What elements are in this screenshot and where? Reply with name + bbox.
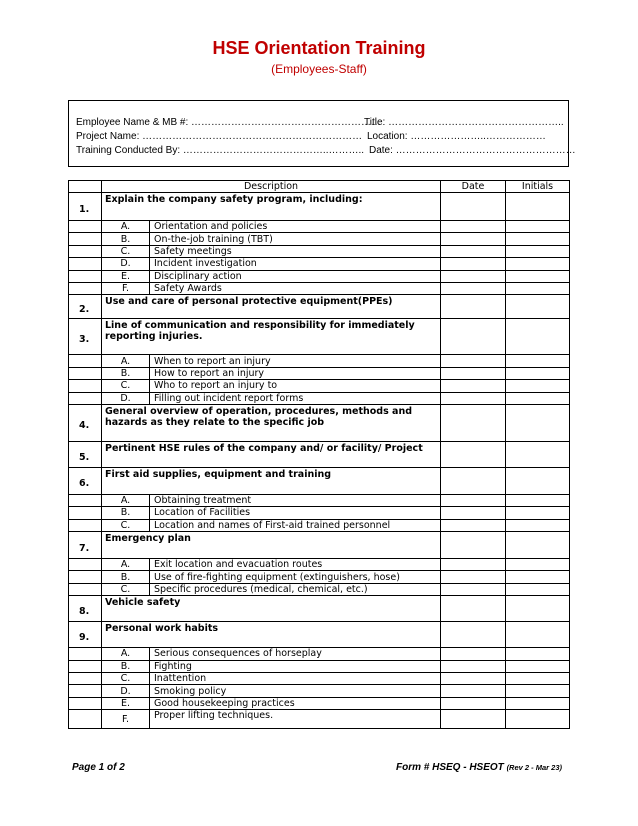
form-revision: (Rev 2 - Mar 23): [506, 763, 562, 772]
initials-cell[interactable]: [506, 282, 570, 294]
blank-cell: [69, 559, 102, 571]
blank-cell: [69, 233, 102, 245]
initials-cell[interactable]: [506, 467, 570, 494]
item-letter: C.: [102, 519, 150, 531]
item-text: Incident investigation: [150, 258, 441, 270]
section-number: 3.: [69, 319, 102, 355]
item-letter: C.: [102, 673, 150, 685]
initials-cell[interactable]: [506, 494, 570, 506]
item-row: [69, 367, 570, 379]
item-row: [69, 648, 570, 660]
section-title: Explain the company safety program, including:: [102, 193, 441, 221]
item-letter: C.: [102, 245, 150, 257]
blank-cell: [69, 245, 102, 257]
header-number-cell: [69, 181, 102, 193]
blank-cell: [69, 571, 102, 583]
initials-cell[interactable]: [506, 648, 570, 660]
section-number: 4.: [69, 404, 102, 441]
section-row: [69, 596, 570, 622]
date-cell[interactable]: [441, 710, 506, 729]
date-cell[interactable]: [441, 233, 506, 245]
section-title: Pertinent HSE rules of the company and/ or facility/ Project: [102, 441, 441, 467]
blank-cell: [69, 270, 102, 282]
section-row: [69, 319, 570, 355]
section-row: [69, 441, 570, 467]
header-initials: Initials: [506, 181, 570, 193]
item-row: [69, 221, 570, 233]
section-number: 2.: [69, 295, 102, 319]
item-letter: A.: [102, 559, 150, 571]
blank-cell: [69, 673, 102, 685]
blank-cell: [69, 697, 102, 709]
item-letter: B.: [102, 507, 150, 519]
section-title: Personal work habits: [102, 622, 441, 648]
item-letter: C.: [102, 380, 150, 392]
initials-cell[interactable]: [506, 519, 570, 531]
item-text: Proper lifting techniques.: [150, 710, 441, 729]
item-row: [69, 710, 570, 729]
initials-cell[interactable]: [506, 507, 570, 519]
header-date: Date: [441, 181, 506, 193]
section-row: [69, 467, 570, 494]
initials-cell[interactable]: [506, 233, 570, 245]
date-cell[interactable]: [441, 282, 506, 294]
employee-name-field[interactable]: Employee Name & MB #: …………………………………………………: [76, 117, 382, 128]
blank-cell: [69, 367, 102, 379]
item-row: [69, 507, 570, 519]
blank-cell: [69, 660, 102, 672]
date-cell[interactable]: [441, 392, 506, 404]
blank-cell: [69, 258, 102, 270]
document-subtitle: (Employees-Staff): [271, 62, 367, 76]
item-row: [69, 355, 570, 367]
item-text: Fighting: [150, 660, 441, 672]
section-title: Line of communication and responsibility for immediately reporting injuries.: [102, 319, 441, 355]
initials-cell[interactable]: [506, 559, 570, 571]
item-text: Inattention: [150, 673, 441, 685]
section-row: [69, 532, 570, 559]
item-text: Orientation and policies: [150, 221, 441, 233]
item-text: Smoking policy: [150, 685, 441, 697]
item-text: On-the-job training (TBT): [150, 233, 441, 245]
date-cell[interactable]: [441, 685, 506, 697]
item-letter: B.: [102, 660, 150, 672]
item-letter: E.: [102, 697, 150, 709]
date-cell[interactable]: [441, 571, 506, 583]
date-cell[interactable]: [441, 622, 506, 648]
conducted-by-field[interactable]: Training Conducted By: ……………………………………..………..: [76, 145, 365, 156]
section-title: First aid supplies, equipment and training: [102, 467, 441, 494]
item-letter: A.: [102, 355, 150, 367]
date-cell[interactable]: [441, 380, 506, 392]
item-row: [69, 380, 570, 392]
initials-cell[interactable]: [506, 441, 570, 467]
date-cell[interactable]: [441, 519, 506, 531]
section-row: [69, 295, 570, 319]
item-row: [69, 233, 570, 245]
initials-cell[interactable]: [506, 697, 570, 709]
document-title: HSE Orientation Training: [212, 38, 426, 58]
blank-cell: [69, 507, 102, 519]
initials-cell[interactable]: [506, 319, 570, 355]
item-text: Safety Awards: [150, 282, 441, 294]
initials-cell[interactable]: [506, 270, 570, 282]
section-row: [69, 622, 570, 648]
page-number: Page 1 of 2: [72, 762, 125, 773]
item-text: Safety meetings: [150, 245, 441, 257]
blank-cell: [69, 685, 102, 697]
date-cell[interactable]: [441, 295, 506, 319]
section-number: 6.: [69, 467, 102, 494]
item-letter: F.: [102, 282, 150, 294]
section-number: 7.: [69, 532, 102, 559]
item-text: Obtaining treatment: [150, 494, 441, 506]
blank-cell: [69, 583, 102, 595]
initials-cell[interactable]: [506, 245, 570, 257]
item-letter: D.: [102, 685, 150, 697]
item-row: [69, 571, 570, 583]
date-cell[interactable]: [441, 221, 506, 233]
item-letter: A.: [102, 494, 150, 506]
initials-cell[interactable]: [506, 392, 570, 404]
item-row: [69, 282, 570, 294]
employee-info-box: [68, 100, 576, 167]
date-cell[interactable]: [441, 697, 506, 709]
blank-cell: [69, 710, 102, 729]
date-cell[interactable]: [441, 258, 506, 270]
training-checklist-table: [68, 180, 570, 729]
item-text: Serious consequences of horseplay: [150, 648, 441, 660]
date-cell[interactable]: [441, 245, 506, 257]
section-title: Use and care of personal protective equipment(PPEs): [102, 295, 441, 319]
initials-cell[interactable]: [506, 355, 570, 367]
item-row: [69, 559, 570, 571]
item-row: [69, 270, 570, 282]
date-cell[interactable]: [441, 355, 506, 367]
item-letter: B.: [102, 367, 150, 379]
item-row: [69, 660, 570, 672]
date-cell[interactable]: [441, 583, 506, 595]
initials-cell[interactable]: [506, 532, 570, 559]
item-letter: A.: [102, 648, 150, 660]
item-text: Location and names of First-aid trained personnel: [150, 519, 441, 531]
item-text: How to report an injury: [150, 367, 441, 379]
date-cell[interactable]: [441, 319, 506, 355]
section-number: 8.: [69, 596, 102, 622]
section-number: 1.: [69, 193, 102, 221]
item-letter: C.: [102, 583, 150, 595]
item-row: [69, 392, 570, 404]
date-cell[interactable]: [441, 648, 506, 660]
date-cell[interactable]: [441, 507, 506, 519]
blank-cell: [69, 221, 102, 233]
initials-cell[interactable]: [506, 295, 570, 319]
blank-cell: [69, 380, 102, 392]
header-description: Description: [102, 181, 441, 193]
item-letter: E.: [102, 270, 150, 282]
table-header-row: [69, 181, 570, 193]
initials-cell[interactable]: [506, 258, 570, 270]
date-cell[interactable]: [441, 367, 506, 379]
initials-cell[interactable]: [506, 221, 570, 233]
initials-cell[interactable]: [506, 673, 570, 685]
item-row: [69, 245, 570, 257]
item-text: Use of fire-fighting equipment (extinguishers, hose): [150, 571, 441, 583]
item-text: Filling out incident report forms: [150, 392, 441, 404]
date-cell[interactable]: [441, 441, 506, 467]
initials-cell[interactable]: [506, 596, 570, 622]
form-id: Form # HSEQ - HSEOT: [395, 762, 507, 773]
item-row: [69, 685, 570, 697]
initials-cell[interactable]: [506, 660, 570, 672]
item-letter: B.: [102, 233, 150, 245]
initials-cell[interactable]: [506, 685, 570, 697]
title-field[interactable]: Title: ……………………………………………..: [364, 117, 564, 128]
date-cell[interactable]: [441, 270, 506, 282]
date-cell[interactable]: [441, 596, 506, 622]
item-text: Specific procedures (medical, chemical, etc.): [150, 583, 441, 595]
item-row: [69, 494, 570, 506]
section-title: Emergency plan: [102, 532, 441, 559]
item-text: Who to report an injury to: [150, 380, 441, 392]
section-row: [69, 404, 570, 441]
item-row: [69, 258, 570, 270]
item-text: Exit location and evacuation routes: [150, 559, 441, 571]
date-cell[interactable]: [441, 660, 506, 672]
location-field[interactable]: Location: …………………..………………: [367, 131, 546, 142]
initials-cell[interactable]: [506, 380, 570, 392]
item-letter: D.: [102, 392, 150, 404]
form-number: [396, 762, 562, 773]
initials-cell[interactable]: [506, 193, 570, 221]
initials-cell[interactable]: [506, 710, 570, 729]
section-number: 9.: [69, 622, 102, 648]
item-row: [69, 697, 570, 709]
item-text: Disciplinary action: [150, 270, 441, 282]
section-number: 5.: [69, 441, 102, 467]
blank-cell: [69, 519, 102, 531]
date-cell[interactable]: [441, 559, 506, 571]
section-row: [69, 193, 570, 221]
date-cell[interactable]: [441, 532, 506, 559]
blank-cell: [69, 648, 102, 660]
item-text: Good housekeeping practices: [150, 697, 441, 709]
blank-cell: [69, 282, 102, 294]
item-text: Location of Facilities: [150, 507, 441, 519]
initials-cell[interactable]: [506, 367, 570, 379]
section-title: Vehicle safety: [102, 596, 441, 622]
blank-cell: [69, 494, 102, 506]
blank-cell: [69, 355, 102, 367]
date-cell[interactable]: [441, 673, 506, 685]
item-letter: B.: [102, 571, 150, 583]
item-letter: D.: [102, 258, 150, 270]
item-row: [69, 583, 570, 595]
date-cell[interactable]: [441, 193, 506, 221]
initials-cell[interactable]: [506, 583, 570, 595]
project-name-field[interactable]: Project Name: …………………………………………………………: [76, 131, 363, 142]
item-letter: F.: [102, 710, 150, 729]
initials-cell[interactable]: [506, 404, 570, 441]
initials-cell[interactable]: [506, 571, 570, 583]
date-cell[interactable]: [441, 404, 506, 441]
initials-cell[interactable]: [506, 622, 570, 648]
date-cell[interactable]: [441, 494, 506, 506]
blank-cell: [69, 392, 102, 404]
date-field[interactable]: Date: ………………………………………………: [369, 145, 576, 156]
item-letter: A.: [102, 221, 150, 233]
date-cell[interactable]: [441, 467, 506, 494]
item-row: [69, 519, 570, 531]
item-text: When to report an injury: [150, 355, 441, 367]
item-row: [69, 673, 570, 685]
section-title: General overview of operation, procedures, methods and hazards as they relate to the specific job: [102, 404, 441, 441]
